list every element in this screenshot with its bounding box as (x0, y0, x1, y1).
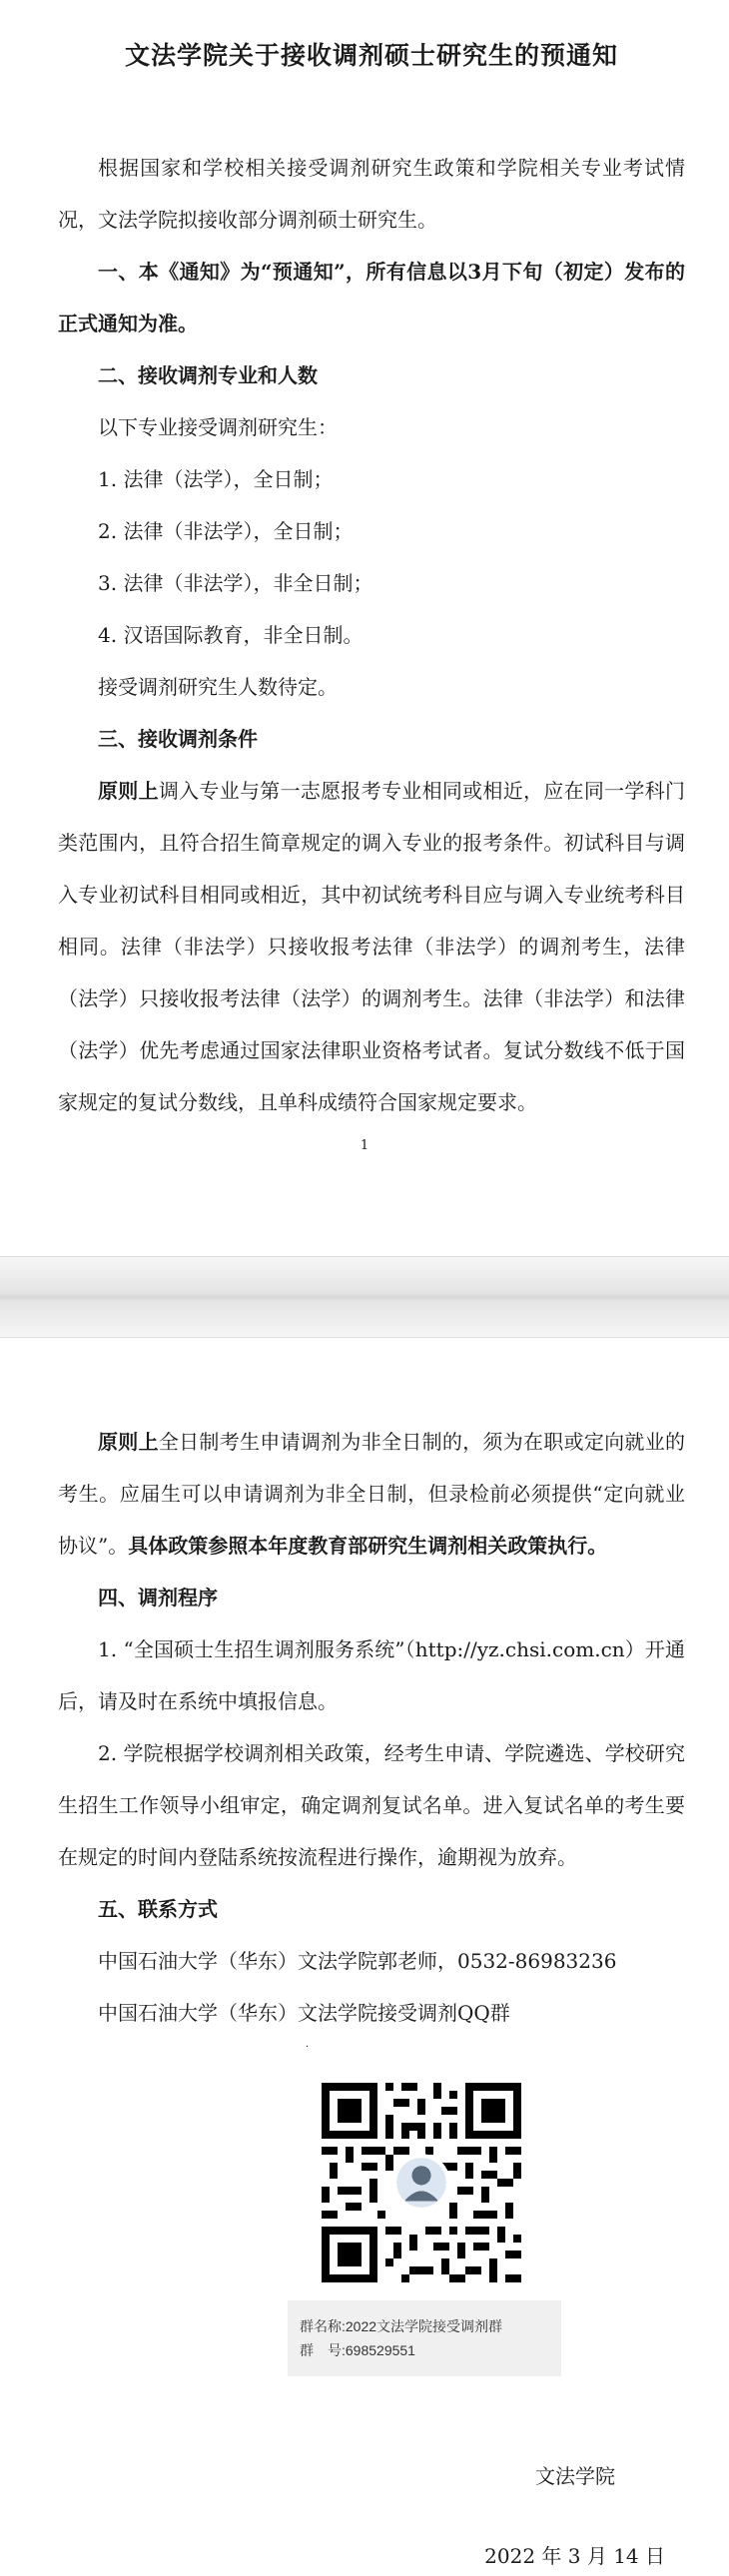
procedure-step-2: 2. 学院根据学校调剂相关政策，经考生申请、学院遴选、学校研究生招生工作领导小组审定，确定调剂复试名单。进入复试名单的考生要在规定的时间内登陆系统按流程进行操作，逾期视为放弃。 (58, 1741, 685, 1869)
section-2-heading: 二、接收调剂专业和人数 (98, 363, 318, 387)
procedure-step-1: 1. “全国硕士生招生调剂服务系统”（http://yz.chsi.com.cn）开通后，请及时在系统中填报信息。 (58, 1637, 685, 1713)
contact-qq-group: 中国石油大学（华东）文法学院接受调剂QQ群 (98, 2001, 510, 2025)
stray-mark: · (306, 2042, 310, 2053)
page-2-principle-paragraph (58, 1416, 685, 1572)
section-5-heading: 五、联系方式 (98, 1897, 218, 1921)
section-3-heading: 三、接收调剂条件 (98, 727, 258, 751)
page-2-principle-label: 原则上 (98, 1430, 159, 1454)
section-3-body (58, 765, 685, 1128)
qq-group-info (288, 2300, 561, 2376)
section-4-heading: 四、调剂程序 (98, 1586, 218, 1610)
document-page-2 (0, 1338, 729, 2568)
section-2-tail: 接受调剂研究生人数待定。 (98, 675, 338, 699)
intro-paragraph: 根据国家和学校相关接受调剂研究生政策和学院相关专业考试情况，文法学院拟接收部分调剂硕士研究生。 (58, 156, 685, 232)
document-date: 2022 年 3 月 14 日 (484, 2544, 665, 2568)
section-3-text: 调入专业与第一志愿报考专业相同或相近，应在同一学科门类范围内，且符合招生简章规定的调入专业的报考条件。初试科目与调入专业初试科目相同或相近，其中初试统考科目应与调入专业统考科目相同。法律（非法学）只接收报考法律（非法学）的调剂考生，法律（法学）只接收报考法律（法学）的调剂考生。法律（非法学）和法律（法学）优先考虑通过国家法律职业资格考试者。复试分数线不低于国家规定的复试分数线，且单科成绩符合国家规定要求。 (58, 779, 686, 1114)
section-2-lead: 以下专业接受调剂研究生： (98, 415, 338, 439)
page-title: 文法学院关于接收调剂硕士研究生的预通知 (124, 41, 618, 70)
contact-teacher: 中国石油大学（华东）文法学院郭老师，0532-86983236 (98, 1949, 617, 1973)
major-item-2: 2. 法律（非法学），全日制； (98, 519, 354, 543)
page-separator (0, 1256, 729, 1338)
principle-label: 原则上 (98, 779, 159, 803)
qr-code-icon[interactable] (322, 2083, 521, 2282)
qr-code-card (288, 2083, 557, 2376)
document-page-1 (0, 0, 729, 1256)
page-number: 1 (360, 1138, 369, 1153)
qq-group-name: 群名称:2022文法学院接受调剂群 (300, 2318, 503, 2334)
major-item-1: 1. 法律（法学），全日制； (98, 467, 334, 491)
major-item-4: 4. 汉语国际教育，非全日制。 (98, 623, 364, 647)
qq-group-number: 群 号:698529551 (300, 2342, 415, 2358)
policy-reference: 具体政策参照本年度教育部研究生调剂相关政策执行。 (128, 1534, 608, 1558)
major-item-3: 3. 法律（非法学），非全日制； (98, 571, 373, 595)
section-1-notice: 一、本《通知》为“预通知”，所有信息以3月下旬（初定）发布的正式通知为准。 (58, 260, 685, 335)
page-2-principle-text: 全日制考生申请调剂为非全日制的，须为在职或定向就业的考生。应届生可以申请调剂为非全日制，但录检前必须提供“定向就业协议”。 (58, 1430, 686, 1558)
signature: 文法学院 (535, 2464, 615, 2488)
